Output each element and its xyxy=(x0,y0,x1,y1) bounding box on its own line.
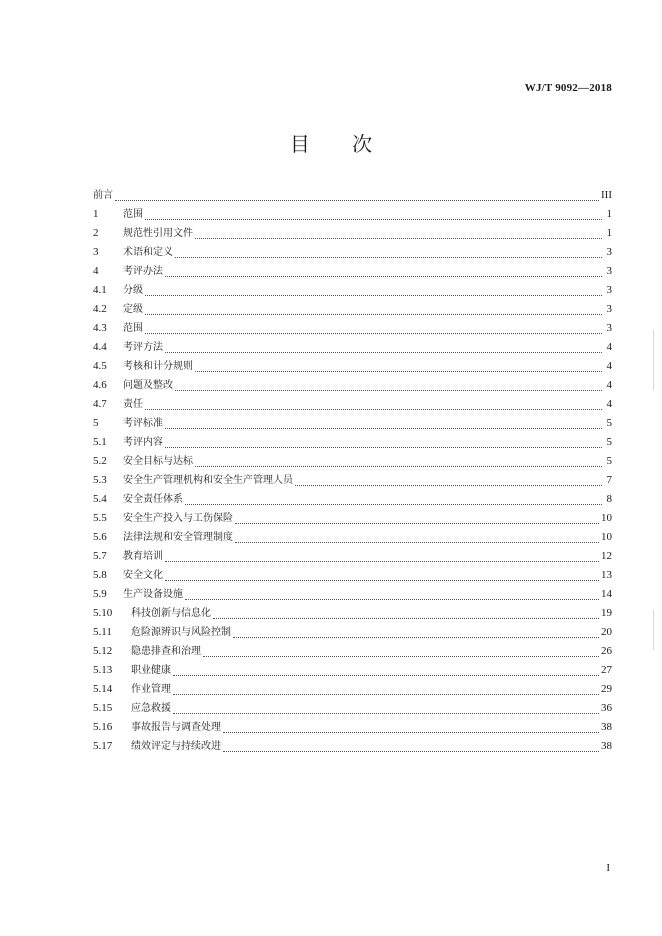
toc-entry-number: 2 xyxy=(93,227,99,239)
toc-entry-title: 职业健康 xyxy=(131,665,171,676)
toc-entry-title: 考评方法 xyxy=(123,342,163,353)
toc-entry-number: 5.5 xyxy=(93,512,107,524)
toc-entry[interactable] xyxy=(93,471,612,490)
toc-entry[interactable] xyxy=(93,642,612,661)
toc-entry-title: 教育培训 xyxy=(123,551,163,562)
toc-entry[interactable] xyxy=(93,699,612,718)
toc-leader-dots xyxy=(295,484,602,486)
toc-entry-number: 5.16 xyxy=(93,721,113,733)
toc-entry-number: 4.3 xyxy=(93,322,107,334)
toc-entry-page: 5 xyxy=(606,455,612,467)
toc-leader-dots xyxy=(175,256,602,258)
toc-entry-number: 4.2 xyxy=(93,303,107,315)
toc-entry-page: 7 xyxy=(606,474,612,486)
toc-entry-number: 4.7 xyxy=(93,398,107,410)
toc-leader-dots xyxy=(173,693,599,695)
toc-entry-title: 作业管理 xyxy=(131,684,171,695)
toc-leader-dots xyxy=(203,655,599,657)
toc-entry[interactable] xyxy=(93,376,612,395)
toc-leader-dots xyxy=(175,389,602,391)
toc-entry-title: 考评办法 xyxy=(123,266,163,277)
toc-entry-number: 5.11 xyxy=(93,626,112,638)
standard-code: WJ/T 9092—2018 xyxy=(524,82,612,94)
toc-leader-dots xyxy=(185,503,602,505)
toc-entry-page: 4 xyxy=(606,379,612,391)
toc-entry-title: 术语和定义 xyxy=(123,247,173,258)
toc-entry[interactable] xyxy=(93,509,612,528)
toc-leader-dots xyxy=(233,636,599,638)
toc-entry[interactable] xyxy=(93,205,612,224)
toc-entry-title: 安全生产投入与工伤保险 xyxy=(123,513,233,524)
toc-entry-title: 法律法规和安全管理制度 xyxy=(123,532,233,543)
toc-leader-dots xyxy=(173,712,599,714)
toc-entry-page: III xyxy=(601,189,612,201)
toc-leader-dots xyxy=(223,731,599,733)
toc-entry-title: 应急救援 xyxy=(131,703,171,714)
toc-leader-dots xyxy=(195,237,602,239)
toc-entry-page: 1 xyxy=(606,208,612,220)
toc-entry-page: 3 xyxy=(606,246,612,258)
toc-entry-page: 13 xyxy=(601,569,612,581)
toc-leader-dots xyxy=(165,427,602,429)
table-of-contents xyxy=(93,186,612,756)
toc-entry-number: 5.14 xyxy=(93,683,113,695)
toc-entry-page: 29 xyxy=(601,683,612,695)
toc-entry-title: 范围 xyxy=(123,323,143,334)
toc-entry-number: 4.4 xyxy=(93,341,107,353)
toc-entry[interactable] xyxy=(93,547,612,566)
toc-entry-page: 19 xyxy=(601,607,612,619)
toc-entry-number: 4 xyxy=(93,265,99,277)
toc-entry-number: 5.12 xyxy=(93,645,113,657)
toc-leader-dots xyxy=(235,522,599,524)
toc-entry[interactable] xyxy=(93,319,612,338)
toc-entry-number: 5.3 xyxy=(93,474,107,486)
toc-entry[interactable] xyxy=(93,414,612,433)
toc-entry[interactable] xyxy=(93,566,612,585)
toc-entry[interactable] xyxy=(93,604,612,623)
toc-entry-page: 1 xyxy=(606,227,612,239)
toc-entry-page: 4 xyxy=(606,398,612,410)
toc-entry-title: 危险源辨识与风险控制 xyxy=(131,627,231,638)
toc-entry-page: 10 xyxy=(601,512,612,524)
toc-entry-page: 3 xyxy=(606,265,612,277)
toc-entry[interactable] xyxy=(93,585,612,604)
toc-leader-dots xyxy=(235,541,599,543)
page-number: I xyxy=(606,862,610,874)
toc-entry-title: 考评内容 xyxy=(123,437,163,448)
toc-leader-dots xyxy=(145,332,602,334)
toc-entry-title: 范围 xyxy=(123,209,143,220)
toc-entry-page: 3 xyxy=(606,284,612,296)
toc-entry[interactable] xyxy=(93,243,612,262)
toc-entry-title: 考评标准 xyxy=(123,418,163,429)
toc-entry-number: 5.10 xyxy=(93,607,113,619)
toc-entry-title: 规范性引用文件 xyxy=(123,228,193,239)
toc-leader-dots xyxy=(223,750,599,752)
toc-entry-number: 5.8 xyxy=(93,569,107,581)
toc-entry[interactable] xyxy=(93,433,612,452)
toc-entry[interactable] xyxy=(93,528,612,547)
toc-entry-title: 科技创新与信息化 xyxy=(131,608,211,619)
toc-entry-page: 3 xyxy=(606,322,612,334)
toc-entry[interactable] xyxy=(93,281,612,300)
toc-entry-title: 前言 xyxy=(93,190,113,201)
toc-entry-title: 隐患排查和治理 xyxy=(131,646,201,657)
toc-entry-page: 10 xyxy=(601,531,612,543)
toc-entry-number: 4.5 xyxy=(93,360,107,372)
toc-entry-number: 4.1 xyxy=(93,284,107,296)
toc-leader-dots xyxy=(165,351,602,353)
toc-entry-number: 5.1 xyxy=(93,436,107,448)
toc-entry-page: 26 xyxy=(601,645,612,657)
toc-leader-dots xyxy=(145,294,602,296)
toc-entry[interactable] xyxy=(93,737,612,756)
toc-entry-number: 4.6 xyxy=(93,379,107,391)
toc-entry-title: 责任 xyxy=(123,399,143,410)
toc-entry-title: 分级 xyxy=(123,285,143,296)
toc-entry[interactable] xyxy=(93,623,612,642)
toc-entry-page: 8 xyxy=(606,493,612,505)
toc-entry[interactable] xyxy=(93,680,612,699)
toc-entry-number: 5.13 xyxy=(93,664,113,676)
toc-entry-number: 5.15 xyxy=(93,702,113,714)
toc-leader-dots xyxy=(173,674,599,676)
toc-entry-page: 5 xyxy=(606,417,612,429)
toc-entry-page: 3 xyxy=(606,303,612,315)
toc-entry-number: 5.7 xyxy=(93,550,107,562)
toc-leader-dots xyxy=(195,465,602,467)
toc-entry[interactable] xyxy=(93,395,612,414)
toc-entry[interactable] xyxy=(93,224,612,243)
toc-entry-title: 安全责任体系 xyxy=(123,494,183,505)
toc-entry-page: 14 xyxy=(601,588,612,600)
toc-entry-page: 4 xyxy=(606,360,612,372)
toc-leader-dots xyxy=(185,598,599,600)
toc-entry-number: 1 xyxy=(93,208,99,220)
toc-leader-dots xyxy=(145,218,602,220)
toc-entry[interactable] xyxy=(93,661,612,680)
toc-entry[interactable] xyxy=(93,490,612,509)
toc-entry-title: 安全目标与达标 xyxy=(123,456,193,467)
toc-entry[interactable] xyxy=(93,452,612,471)
toc-entry[interactable] xyxy=(93,262,612,281)
toc-entry-title: 定级 xyxy=(123,304,143,315)
toc-entry-page: 5 xyxy=(606,436,612,448)
scan-edge-mark xyxy=(653,330,654,390)
toc-entry-title: 问题及整改 xyxy=(123,380,173,391)
toc-entry-number: 5.6 xyxy=(93,531,107,543)
toc-leader-dots xyxy=(165,275,602,277)
toc-leader-dots xyxy=(213,617,599,619)
toc-leader-dots xyxy=(115,199,599,201)
toc-leader-dots xyxy=(165,560,599,562)
toc-entry[interactable] xyxy=(93,338,612,357)
toc-entry[interactable] xyxy=(93,357,612,376)
toc-entry-title: 绩效评定与持续改进 xyxy=(131,741,221,752)
toc-leader-dots xyxy=(195,370,602,372)
toc-entry-title: 生产设备设施 xyxy=(123,589,183,600)
toc-entry-number: 5.17 xyxy=(93,740,113,752)
toc-entry-number: 3 xyxy=(93,246,99,258)
scan-edge-mark xyxy=(653,610,654,650)
toc-leader-dots xyxy=(145,408,602,410)
toc-entry-page: 38 xyxy=(601,740,612,752)
toc-entry-page: 12 xyxy=(601,550,612,562)
toc-entry-number: 5 xyxy=(93,417,99,429)
toc-entry-title: 安全生产管理机构和安全生产管理人员 xyxy=(123,475,293,486)
toc-entry-page: 4 xyxy=(606,341,612,353)
toc-entry-number: 5.9 xyxy=(93,588,107,600)
toc-entry-number: 5.2 xyxy=(93,455,107,467)
toc-entry-number: 5.4 xyxy=(93,493,107,505)
toc-entry[interactable] xyxy=(93,718,612,737)
toc-entry-page: 36 xyxy=(601,702,612,714)
toc-leader-dots xyxy=(165,579,599,581)
toc-entry-title: 事故报告与调查处理 xyxy=(131,722,221,733)
toc-entry[interactable] xyxy=(93,186,612,205)
toc-leader-dots xyxy=(165,446,602,448)
page-title: 目 次 xyxy=(289,132,391,156)
toc-entry-title: 安全文化 xyxy=(123,570,163,581)
toc-entry-page: 20 xyxy=(601,626,612,638)
toc-entry-page: 38 xyxy=(601,721,612,733)
toc-entry-title: 考核和计分规则 xyxy=(123,361,193,372)
toc-entry[interactable] xyxy=(93,300,612,319)
toc-entry-page: 27 xyxy=(601,664,612,676)
toc-leader-dots xyxy=(145,313,602,315)
